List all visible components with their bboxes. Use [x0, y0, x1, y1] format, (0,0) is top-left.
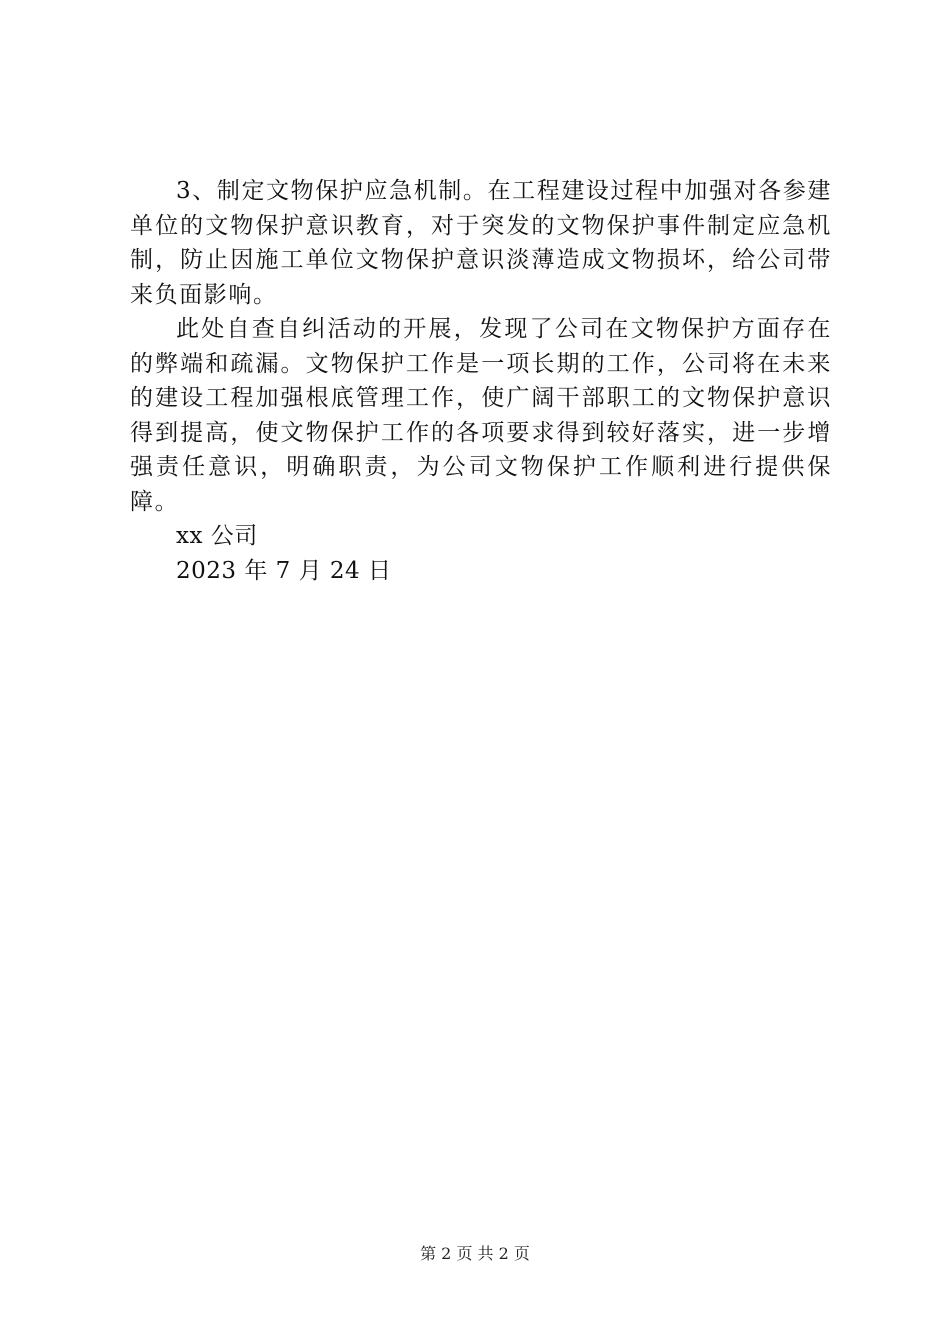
- signature-date: 2023 年 7 月 24 日: [176, 557, 392, 584]
- document-body: [130, 174, 832, 588]
- paragraph-self-inspection-summary: 此处自查自纠活动的开展，发现了公司在文物保护方面存在的弊端和疏漏。文物保护工作是一项长期的工作，公司将在未来的建设工程加强根底管理工作，使广阔干部职工的文物保护意识得到提高，使文物保护工作的各项要求得到较好落实，进一步增强责任意识，明确职责，为公司文物保护工作顺利进行提供保障。: [130, 316, 832, 515]
- page-footer: 第 2 页 共 2 页: [420, 1244, 530, 1263]
- paragraph-emergency-mechanism: 3、制定文物保护应急机制。在工程建设过程中加强对各参建单位的文物保护意识教育，对于突发的文物保护事件制定应急机制，防止因施工单位文物保护意识淡薄造成文物损坏，给公司带来负面影响。: [130, 178, 832, 308]
- signature-company: xx 公司: [176, 523, 258, 549]
